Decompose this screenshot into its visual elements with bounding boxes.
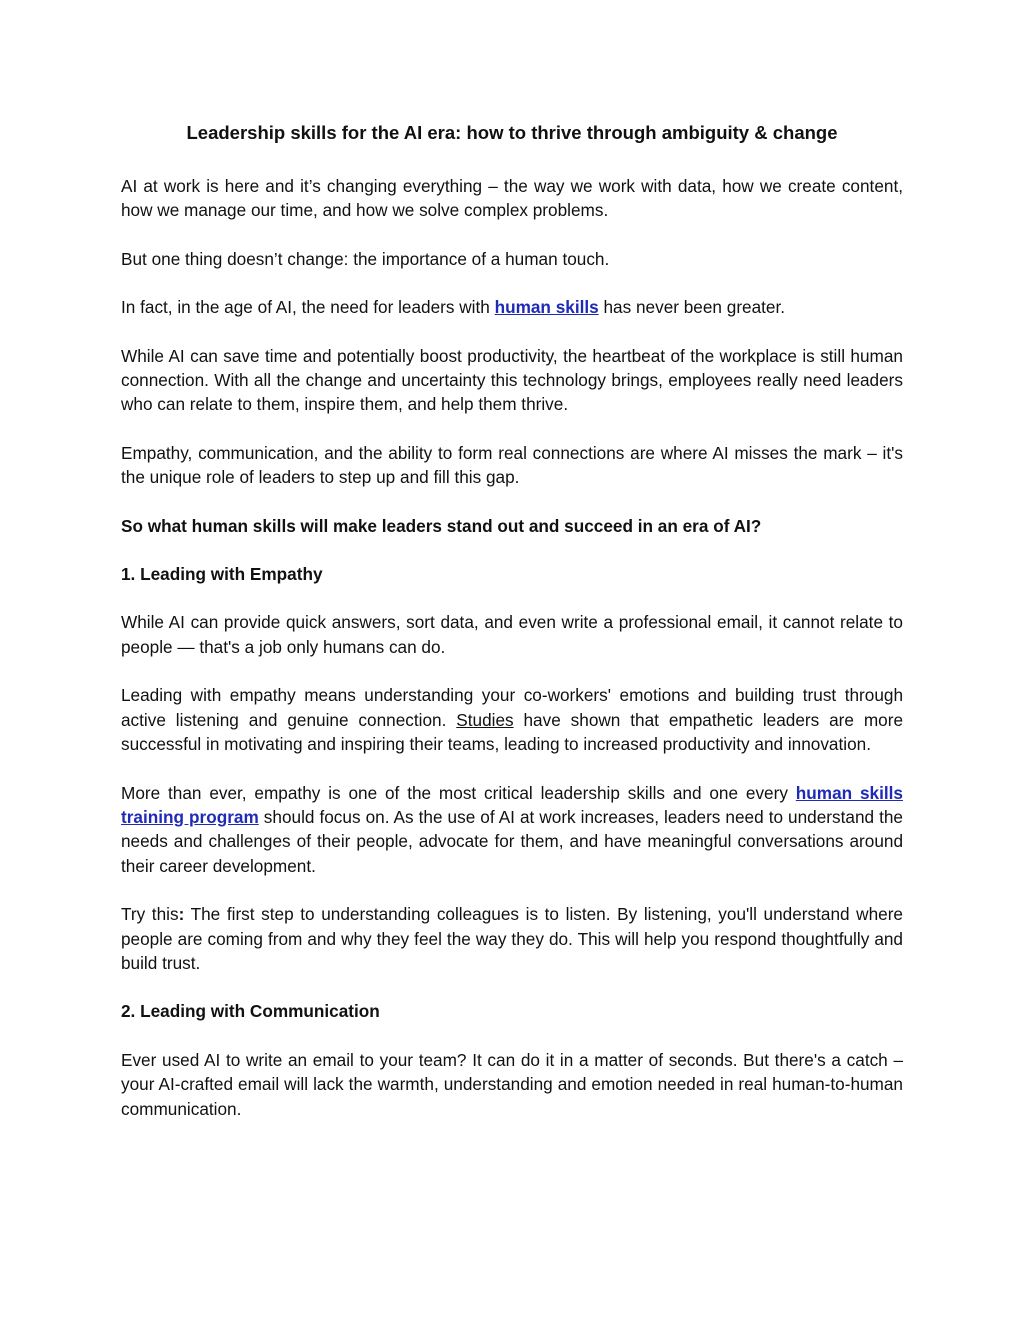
intro-paragraph: AI at work is here and it’s changing everything – the way we work with data, how we create content, how we manage our time, and how we solve complex problems.	[121, 176, 903, 221]
need-for-leaders-paragraph	[121, 295, 903, 319]
studies-link[interactable]: Studies	[456, 709, 514, 730]
training-program-paragraph	[121, 781, 903, 879]
empathy-gap-paragraph: Empathy, communication, and the ability to form real connections are where AI misses the mark – it's the unique role of leaders to step up and fill this gap.	[121, 442, 903, 488]
ai-email-paragraph: Ever used AI to write an email to your team? It can do it in a matter of seconds. But there's a catch – your AI-crafted email will lack the warmth, understanding and emotion needed in real human-to-human communication.	[121, 1049, 903, 1119]
try-this-label: Try this	[121, 904, 179, 925]
question-heading: So what human skills will make leaders stand out and succeed in an era of AI?	[121, 515, 762, 536]
text-segment: have shown that empathetic leaders are more successful in motivating and inspiring their teams, leading to increased productivity and innovation.	[121, 709, 904, 755]
human-skills-link[interactable]: human skills	[494, 297, 599, 318]
human-touch-paragraph: But one thing doesn’t change: the importance of a human touch.	[121, 248, 610, 269]
text-segment: has never been greater.	[598, 297, 786, 318]
document-title: Leadership skills for the AI era: how to thrive through ambiguity & change	[186, 122, 838, 143]
text-segment: More than ever, empathy is one of the most critical leadership skills and one every	[121, 782, 796, 803]
human-skills-training-program-link[interactable]: human skills training program	[121, 782, 903, 827]
try-this-colon: :	[178, 904, 185, 925]
ai-limits-paragraph: While AI can provide quick answers, sort data, and even write a professional email, it cannot relate to people — that's a job only humans can do.	[121, 612, 903, 657]
text-segment: The first step to understanding colleagues is to listen. By listening, you'll understand where people are coming from and why they feel the way they do. This will help you respond thoughtfully and build trust.	[121, 904, 903, 973]
human-connection-paragraph: While AI can save time and potentially boost productivity, the heartbeat of the workplace is still human connection. With all the change and uncertainty this technology brings, employees really need leaders who can relate to them, inspire them, and help them thrive.	[121, 345, 903, 415]
text-segment: In fact, in the age of AI, the need for leaders with	[121, 297, 495, 318]
section-heading-communication: 2. Leading with Communication	[121, 1001, 380, 1022]
document-page	[121, 121, 903, 1145]
text-segment: should focus on. As the use of AI at work increases, leaders need to understand the needs and challenges of their people, advocate for them, and have meaningful conversations around their career development.	[121, 806, 903, 876]
try-this-paragraph	[121, 902, 903, 975]
text-segment: Leading with empathy means understanding your co-workers' emotions and building trust through active listening and genuine connection.	[121, 685, 903, 730]
section-heading-empathy: 1. Leading with Empathy	[121, 564, 323, 585]
leading-with-empathy-paragraph	[121, 683, 903, 756]
